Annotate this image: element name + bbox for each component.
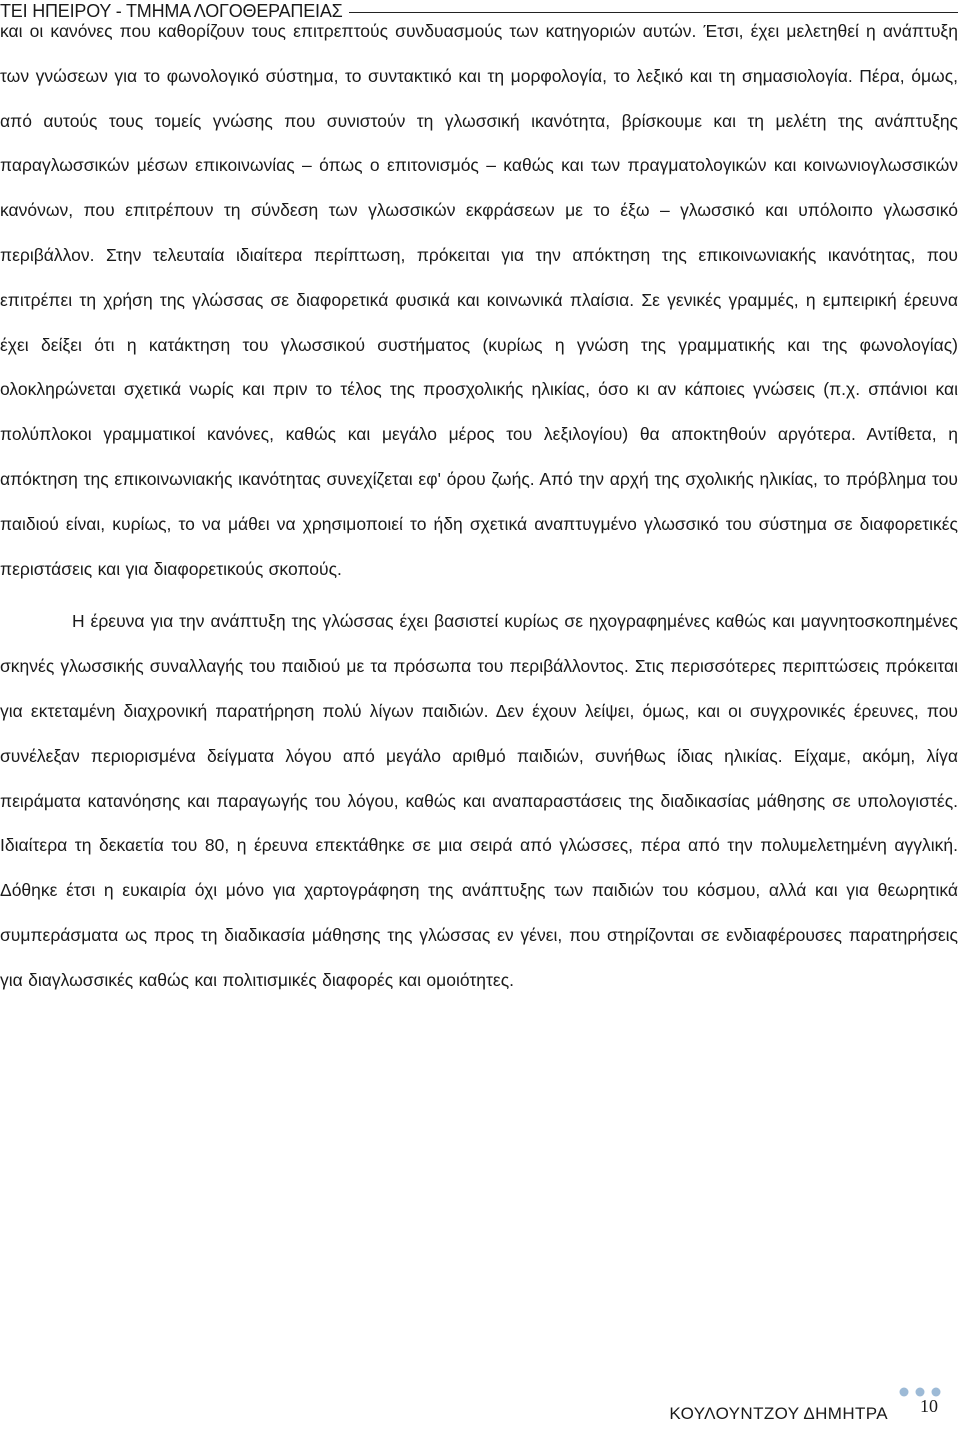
page-footer (0, 1380, 958, 1430)
paragraph-1: και οι κανόνες που καθορίζουν τους επιτρεπτούς συνδυασμούς των κατηγοριών αυτών. Έτσι, έχει μελετηθεί η ανάπτυξη των γνώσεων για το φωνολογικό σύστημα, το συντακτικό και τη μορφολογία, το λεξικό και τη σημασιολογία. Πέρα, όμως, από αυτούς τους τομείς γνώσης που συνιστούν τη γλωσσική ικανότητα, βρίσκουμε και τη μελέτη της ανάπτυξης παραγλωσσικών μέσων επικοινωνίας – όπως ο επιτονισμός – καθώς και των πραγματολογικών και κοινωνιογλωσσικών κανόνων, που επιτρέπουν τη σύνδεση των γλωσσικών εκφράσεων με το έξω – γλωσσικό και υπόλοιπο γλωσσικό περιβάλλον. Στην τελευταία ιδιαίτερα περίπτωση, πρόκειται για την απόκτηση της επικοινωνιακής ικανότητας, που επιτρέπει τη χρήση της γλώσσας σε διαφορετικά φυσικά και κοινωνικά πλαίσια. Σε γενικές γραμμές, η εμπειρική έρευνα έχει δείξει ότι η κατάκτηση του γλωσσικού συστήματος (κυρίως η γνώση της γραμματικής και της φωνολογίας) ολοκληρώνεται σχετικά νωρίς και πριν το τέλος της προσχολικής ηλικίας, όσο κι αν κάποιες γνώσεις (π.χ. σπάνιοι και πολύπλοκοι γραμματικοί κανόνες, καθώς και μεγάλο μέρος του λεξιλογίου) θα αποκτηθούν αργότερα. Αντίθετα, η απόκτηση της επικοινωνιακής ικανότητας συνεχίζεται εφ' όρου ζωής. Από την αρχή της σχολικής ηλικίας, το πρόβλημα του παιδιού είναι, κυρίως, το να μάθει να χρησιμοποιεί το ήδη σχετικά αναπτυγμένο γλωσσικό του σύστημα σε διαφορετικές περιστάσεις και για διαφορετικούς σκοπούς. (0, 21, 958, 579)
paragraph-2: Η έρευνα για την ανάπτυξη της γλώσσας έχει βασιστεί κυρίως σε ηχογραφημένες καθώς και μαγνητοσκοπημένες σκηνές γλωσσικής συναλλαγής του παιδιού με τα πρόσωπα του περιβάλλοντος. Στις περισσότερες περιπτώσεις πρόκειται για εκτεταμένη διαχρονική παρατήρηση πολύ λίγων παιδιών. Δεν έχουν λείψει, όμως, και οι συγχρονικές έρευνες, που συνέλεξαν περιορισμένα δείγματα λόγου από μεγάλο αριθμό παιδιών, συνήθως ίδιας ηλικίας. Είχαμε, ακόμη, λίγα πειράματα κατανόησης και παραγωγής του λόγου, καθώς και αναπαραστάσεις της διαδικασίας μάθησης σε υπολογιστές. Ιδιαίτερα τη δεκαετία του 80, η έρευνα επεκτάθηκε σε μια σειρά από γλώσσες, πέρα από την πολυμελετημένη αγγλική. Δόθηκε έτσι η ευκαιρία όχι μόνο για χαρτογράφηση της ανάπτυξης των παιδιών του κόσμου, αλλά και για θεωρητικά συμπεράσματα ως προς τη διαδικασία μάθησης της γλώσσας εν γένει, που στηρίζονται σε ενδιαφέρουσες παρατηρήσεις για διαγλωσσικές καθώς και πολιτισμικές διαφορές και ομοιότητες. (0, 611, 958, 990)
header-title: ΤΕΙ ΗΠΕΙΡΟΥ - ΤΜΗΜΑ ΛΟΓΟΘΕΡΑΠΕΙΑΣ (0, 1, 343, 21)
footer-author: ΚΟΥΛΟΥΝΤΖΟΥ ΔΗΜΗΤΡΑ (669, 1404, 888, 1423)
page-number: 10 (920, 1396, 938, 1416)
body-text (0, 22, 958, 1003)
